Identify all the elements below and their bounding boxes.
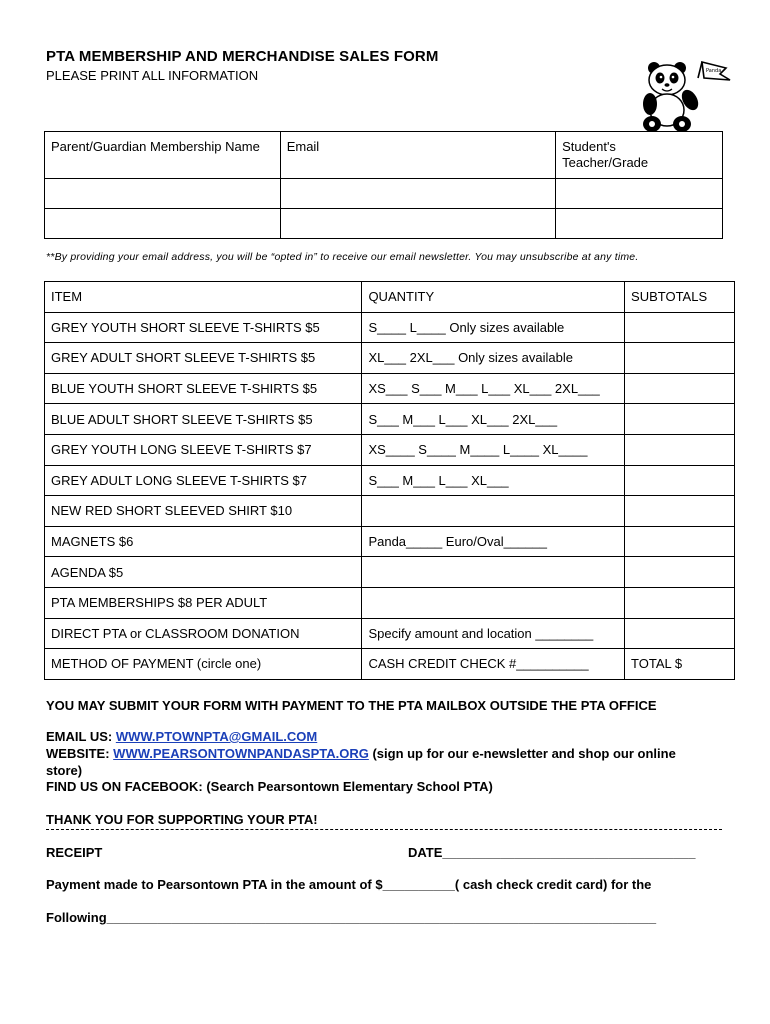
form-subtitle: PLEASE PRINT ALL INFORMATION (46, 68, 259, 83)
facebook-line: FIND US ON FACEBOOK: (Search Pearsontown Elementary School PTA) (46, 779, 493, 794)
membership-table (44, 131, 723, 239)
subtotal-field[interactable] (625, 404, 735, 435)
table-row (45, 343, 735, 374)
header-teacher-grade: Student's Teacher/Grade (556, 132, 723, 179)
item-name: BLUE ADULT SHORT SLEEVE T-SHIRTS $5 (45, 404, 362, 435)
email-opt-in-note: **By providing your email address, you will be “opted in” to receive our email newsletter. You may unsubscribe at any time. (46, 251, 639, 263)
teacher-grade-field[interactable] (556, 179, 723, 209)
website-label: WEBSITE: (46, 746, 114, 761)
item-name: METHOD OF PAYMENT (circle one) (45, 649, 362, 680)
website-line (46, 746, 736, 761)
subtotal-field[interactable] (625, 434, 735, 465)
header-email: Email (280, 132, 555, 179)
table-row (45, 404, 735, 435)
following-line[interactable]: Following____________________________________________________________________________ (46, 910, 657, 925)
date-field[interactable]: DATE___________________________________ (408, 845, 696, 860)
email-link[interactable]: WWW.PTOWNPTA@GMAIL.COM (115, 729, 318, 744)
panda-mascot-icon (632, 58, 736, 138)
form-title: PTA MEMBERSHIP AND MERCHANDISE SALES FORM (46, 48, 439, 65)
item-name: DIRECT PTA or CLASSROOM DONATION (45, 618, 362, 649)
member-name-field[interactable] (45, 209, 281, 239)
subtotal-field[interactable] (625, 496, 735, 527)
quantity-field[interactable]: XS___ S___ M___ L___ XL___ 2XL___ (362, 373, 625, 404)
member-email-field[interactable] (280, 179, 555, 209)
subtotal-field[interactable] (625, 343, 735, 374)
header-member-name: Parent/Guardian Membership Name (45, 132, 281, 179)
svg-text:Panda: Panda (706, 68, 722, 74)
table-row (45, 373, 735, 404)
subtotal-field[interactable] (625, 373, 735, 404)
email-label: EMAIL US: (46, 729, 116, 744)
quantity-field[interactable]: S____ L____ Only sizes available (362, 312, 625, 343)
item-name: GREY ADULT LONG SLEEVE T-SHIRTS $7 (45, 465, 362, 496)
thank-you: THANK YOU FOR SUPPORTING YOUR PTA! (46, 812, 318, 827)
quantity-field[interactable] (362, 557, 625, 588)
quantity-field[interactable]: Panda_____ Euro/Oval______ (362, 526, 625, 557)
table-row (45, 557, 735, 588)
email-line (46, 729, 317, 744)
quantity-field[interactable]: S___ M___ L___ XL___ (362, 465, 625, 496)
submit-instructions: YOU MAY SUBMIT YOUR FORM WITH PAYMENT TO THE PTA MAILBOX OUTSIDE THE PTA OFFICE (46, 698, 657, 713)
quantity-field[interactable] (362, 587, 625, 618)
item-name: NEW RED SHORT SLEEVED SHIRT $10 (45, 496, 362, 527)
quantity-field[interactable]: Specify amount and location ________ (362, 618, 625, 649)
item-name: MAGNETS $6 (45, 526, 362, 557)
table-row (45, 434, 735, 465)
subtotal-field[interactable] (625, 465, 735, 496)
item-name: BLUE YOUTH SHORT SLEEVE T-SHIRTS $5 (45, 373, 362, 404)
header-quantity: QUANTITY (362, 282, 625, 313)
website-note-cont: store) (46, 763, 83, 778)
teacher-grade-field[interactable] (556, 209, 723, 239)
table-row (45, 465, 735, 496)
payment-method-field[interactable]: CASH CREDIT CHECK #__________ (362, 649, 625, 680)
quantity-field[interactable]: XS____ S____ M____ L____ XL____ (362, 434, 625, 465)
subtotal-field[interactable] (625, 618, 735, 649)
header-subtotals: SUBTOTALS (625, 282, 735, 313)
table-row (45, 312, 735, 343)
subtotal-field[interactable] (625, 557, 735, 588)
header-item: ITEM (45, 282, 362, 313)
item-name: GREY YOUTH LONG SLEEVE T-SHIRTS $7 (45, 434, 362, 465)
item-name: GREY ADULT SHORT SLEEVE T-SHIRTS $5 (45, 343, 362, 374)
item-name: GREY YOUTH SHORT SLEEVE T-SHIRTS $5 (45, 312, 362, 343)
payment-line[interactable]: Payment made to Pearsontown PTA in the amount of $__________( cash check credit card) for the (46, 877, 652, 892)
website-link[interactable]: WWW.PEARSONTOWNPANDASPTA.ORG (113, 746, 369, 761)
item-name: AGENDA $5 (45, 557, 362, 588)
subtotal-field[interactable] (625, 526, 735, 557)
subtotal-field[interactable] (625, 587, 735, 618)
quantity-field[interactable]: XL___ 2XL___ Only sizes available (362, 343, 625, 374)
subtotal-field[interactable] (625, 312, 735, 343)
table-row (45, 618, 735, 649)
quantity-field[interactable] (362, 496, 625, 527)
table-row (45, 649, 735, 680)
table-row (45, 496, 735, 527)
item-name: PTA MEMBERSHIPS $8 PER ADULT (45, 587, 362, 618)
member-name-field[interactable] (45, 179, 281, 209)
merchandise-table (44, 281, 735, 680)
table-row (45, 526, 735, 557)
website-note: (sign up for our e-newsletter and shop our online (368, 746, 676, 761)
total-field[interactable]: TOTAL $ (625, 649, 735, 680)
cut-line (46, 829, 722, 830)
member-email-field[interactable] (280, 209, 555, 239)
table-row (45, 587, 735, 618)
receipt-label: RECEIPT (46, 845, 103, 860)
quantity-field[interactable]: S___ M___ L___ XL___ 2XL___ (362, 404, 625, 435)
